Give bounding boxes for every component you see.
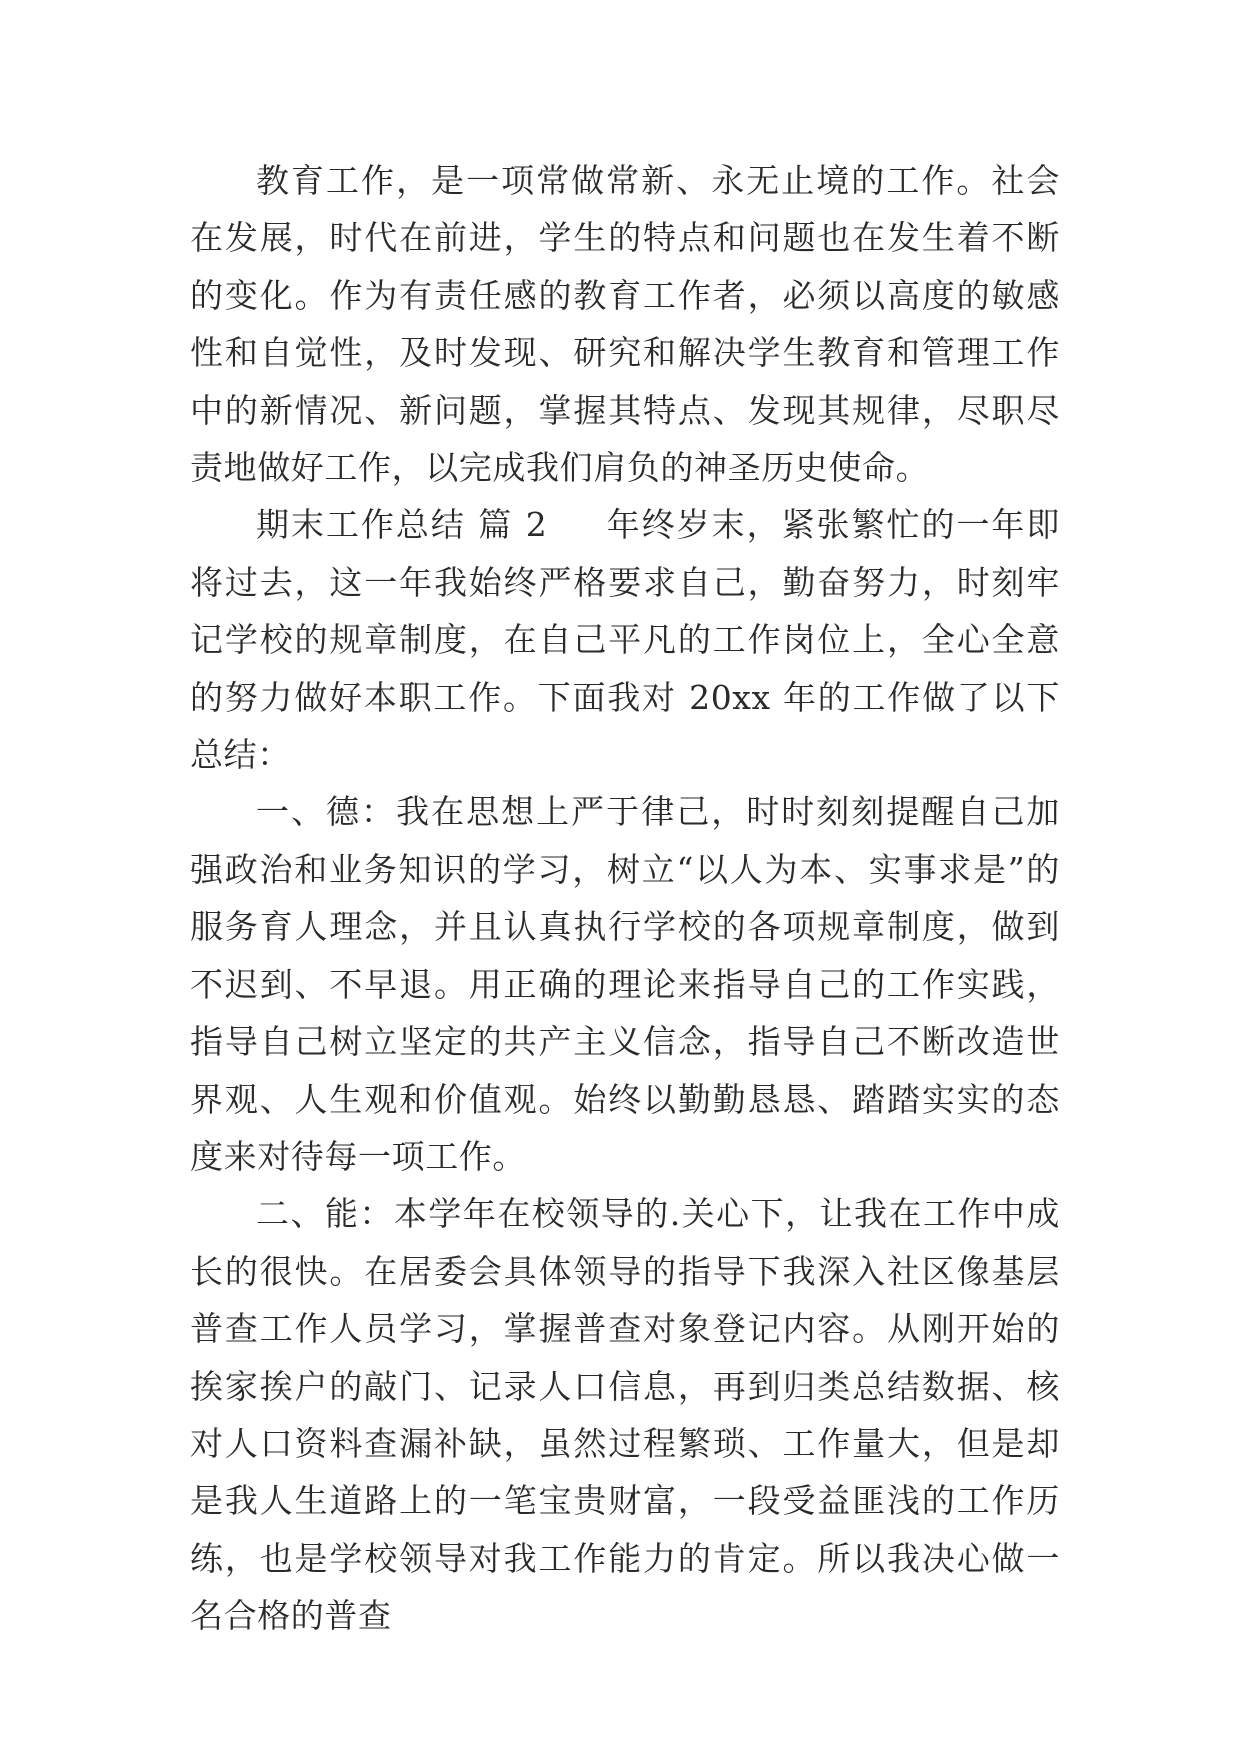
paragraph-summary-part-2 [190,496,1060,783]
paragraph-virtue: 一、德：我在思想上严于律己，时时刻刻提醒自己加强政治和业务知识的学习，树立“以人为本、实事求是”的服务育人理念，并且认真执行学校的各项规章制度，做到不迟到、不早退。用正确的理论来指导自己的工作实践，指导自己树立坚定的共产主义信念，指导自己不断改造世界观、人生观和价值观。始终以勤勤恳恳、踏踏实实的态度来对待每一项工作。 [190,792,1060,1176]
paragraph-year-end-text: 年终岁末，紧张繁忙的一年即将过去，这一年我始终严格要求自己，勤奋努力，时刻牢记学校的规章制度，在自己平凡的工作岗位上，全心全意的努力做好本职工作。下面我对 20xx 年的工作做了以下总结： [190,505,1060,775]
section-heading: 期末工作总结 篇 2 [256,505,548,545]
document-body [190,152,1060,1645]
paragraph-ability: 二、能：本学年在校领导的.关心下，让我在工作中成长的很快。在居委会具体领导的指导下我深入社区像基层普查工作人员学习，掌握普查对象登记内容。从刚开始的挨家挨户的敲门、记录人口信息，再到归类总结数据、核对人口资料查漏补缺，虽然过程繁琐、工作量大，但是却是我人生道路上的一笔宝贵财富，一段受益匪浅的工作历练，也是学校领导对我工作能力的肯定。所以我决心做一名合格的普查 [190,1194,1060,1636]
paragraph-education-work: 教育工作，是一项常做常新、永无止境的工作。社会在发展，时代在前进，学生的特点和问题也在发生着不断的变化。作为有责任感的教育工作者，必须以高度的敏感性和自觉性，及时发现、研究和解决学生教育和管理工作中的新情况、新问题，掌握其特点、发现其规律，尽职尽责地做好工作，以完成我们肩负的神圣历史使命。 [190,161,1060,488]
